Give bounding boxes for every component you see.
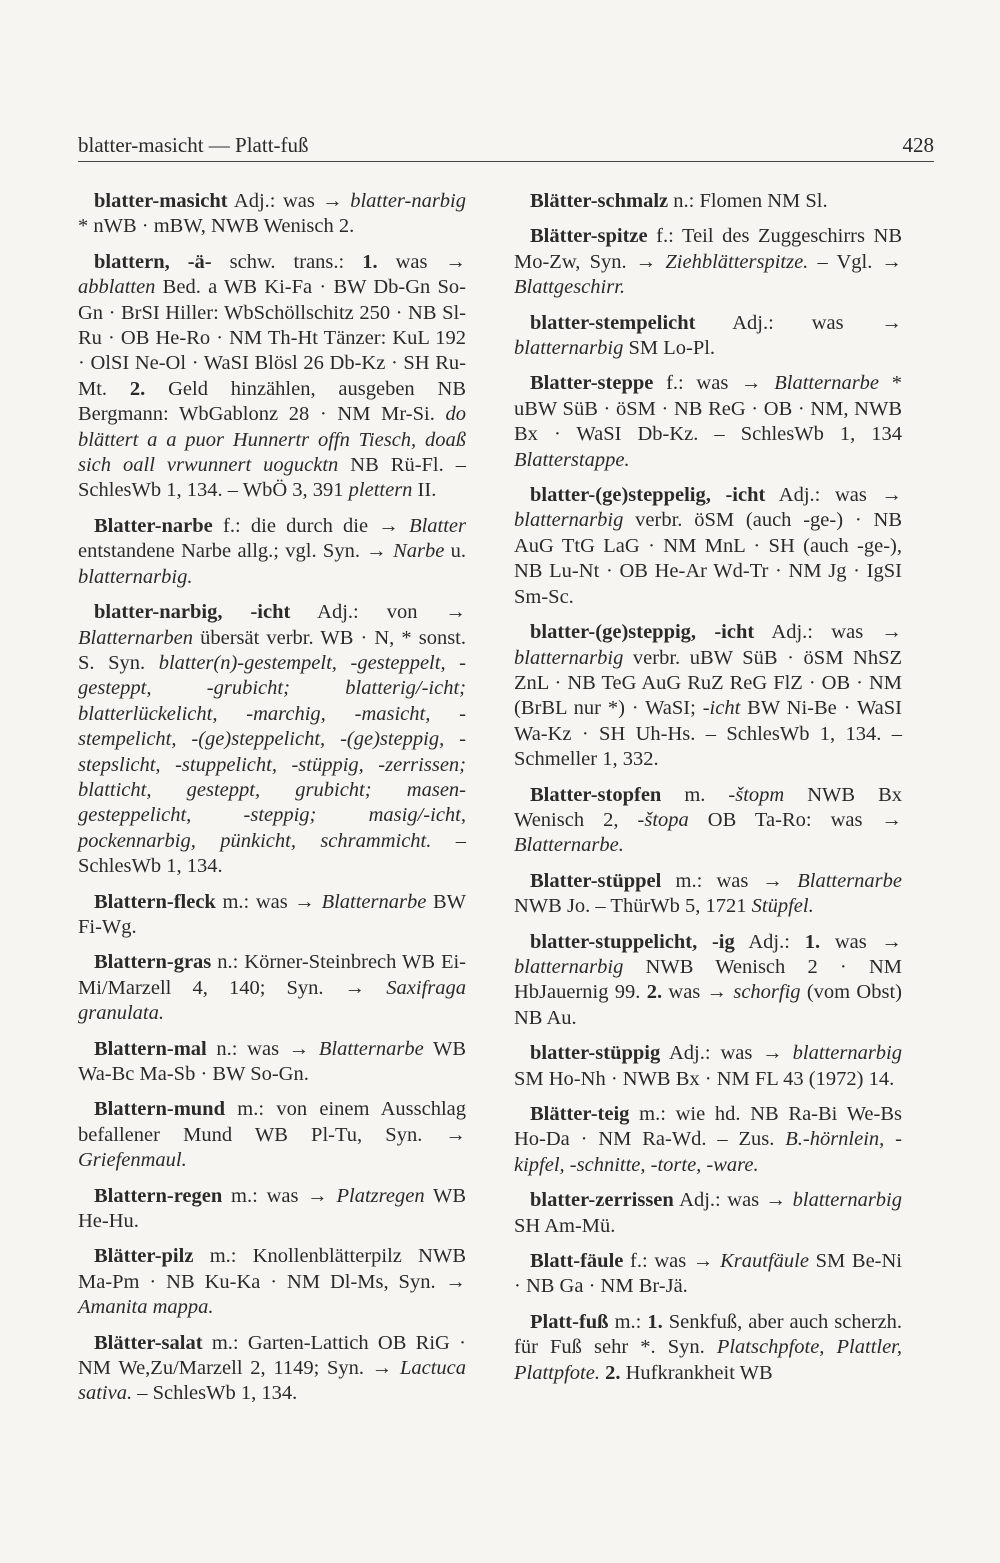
entry-text: – SchlesWb 1, 134.	[78, 829, 466, 878]
entry-headword: Blatter-narbe	[94, 514, 213, 537]
header-rule	[78, 161, 934, 162]
entry-text: m.: Garten-Lattich OB RiG · NM We,Zu/Marzell 2, 1149; Syn. →	[78, 1331, 466, 1380]
italic-text: blatternarbig.	[78, 565, 193, 588]
sense-number: 2.	[129, 377, 146, 400]
entry-text: Adj.: was →	[765, 484, 902, 507]
entry-headword: blattern, -ä-	[94, 250, 212, 273]
entry-text: NWB Jo. – ThürWb 5, 1721	[514, 895, 752, 918]
dictionary-entry	[78, 890, 466, 941]
italic-text: do blättert a a puor Hunnertr offn Tiesch, doaß sich oall vrwunnert uogucktn	[78, 403, 466, 477]
sense-number: 2.	[646, 981, 663, 1004]
entry-text: Adj.: was →	[695, 311, 902, 334]
entry-text: SH Am-Mü.	[514, 1214, 616, 1237]
entry-text: entstandene Narbe allg.; vgl. Syn. →	[78, 540, 394, 563]
italic-text: Stüpfel.	[751, 895, 814, 918]
entry-headword: Blätter-salat	[94, 1331, 203, 1354]
entry-text: f.: was →	[653, 372, 775, 395]
entry-text: SM Be-Ni · NB Ga · NM Br-Jä.	[514, 1250, 903, 1298]
italic-text: Saxifraga granulata.	[78, 976, 466, 1025]
entry-text: was →	[820, 930, 902, 953]
dictionary-entry	[514, 189, 902, 214]
entry-text: SM Lo-Pl.	[623, 337, 716, 360]
dictionary-entry	[514, 1249, 902, 1300]
italic-text: blatternarbig	[514, 509, 624, 532]
italic-text: Blatternarbe.	[514, 834, 624, 857]
entry-text: Adj.: was →	[660, 1042, 793, 1065]
dictionary-entry	[514, 311, 902, 362]
dictionary-entry	[514, 1102, 902, 1178]
sense-number: 1.	[362, 250, 378, 273]
entry-text: BW Fi-Wg.	[78, 890, 466, 938]
entry-text: f.: Teil des Zuggeschirrs NB Mo-Zw, Syn. →	[514, 225, 902, 273]
italic-text: -štopa	[637, 808, 689, 831]
dictionary-entry	[78, 600, 466, 879]
entry-headword: Blatt-fäule	[530, 1250, 624, 1273]
right-column	[514, 189, 902, 1396]
italic-text: B.-hörnlein, -kipfel, -schnitte, -torte, -ware.	[514, 1128, 902, 1176]
italic-text: -icht	[702, 697, 741, 720]
entry-text: – SchlesWb 1, 134.	[132, 1382, 298, 1405]
entry-headword: blatter-(ge)steppelig, -icht	[530, 484, 766, 507]
entry-text: m.: was →	[222, 1184, 337, 1207]
italic-text: blatter-narbig	[350, 190, 466, 212]
entry-text: Bed. a WB Ki-Fa · BW Db-Gn So-Gn · BrSI Hiller: WbSchöllschitz 250 · NB Sl-Ru · OB He-Ro · NM Th-Ht Tänzer: KuL 192 · OlSI Ne-Ol · WaSI Blösl 26 Db-Kz · SH Ru-Mt.	[78, 276, 466, 400]
italic-text: -štopm	[728, 783, 785, 806]
entry-text: NWB Wenisch 2 · NM HbJauernig 99.	[514, 955, 902, 1004]
entry-text: WB He-Hu.	[78, 1184, 466, 1233]
dictionary-entry	[78, 1184, 466, 1235]
entry-text: Adj.:	[734, 930, 805, 953]
sense-number: 2.	[605, 1361, 621, 1384]
dictionary-entry	[514, 224, 902, 300]
entry-text: m.: was →	[661, 869, 798, 892]
dictionary-entry	[514, 1041, 902, 1092]
italic-text: Lactuca sativa.	[78, 1357, 466, 1405]
dictionary-entry	[514, 620, 902, 772]
dictionary-entry	[78, 189, 466, 240]
dictionary-entry	[514, 371, 902, 473]
entry-text: verbr. öSM (auch -ge-) · NB AuG TtG LaG · NM MnL · SH (auch -ge-), NB Lu-Nt · OB He-Ar Wd-Tr · NM Jg · IgSI Sm-Sc.	[514, 509, 902, 608]
italic-text: blatternarbig	[514, 646, 624, 669]
running-head-title: blatter-masicht — Platt-fuß	[78, 133, 309, 157]
entry-text: OB Ta-Ro: was →	[688, 808, 902, 831]
italic-text: blatternarbig	[514, 337, 624, 360]
entry-text: verbr. uBW SüB · öSM NhSZ ZnL · NB TeG AuG RuZ ReG FlZ · OB · NM (BrBL nur *) · WaSI;	[514, 646, 902, 720]
entry-headword: Blattern-gras	[94, 951, 212, 974]
entry-text: Senkfuß, aber auch scherzh. für Fuß sehr *. Syn.	[514, 1310, 902, 1359]
entry-headword: Blattern-fleck	[94, 890, 216, 913]
dictionary-entry	[78, 514, 466, 590]
dictionary-entry	[514, 930, 902, 1032]
entry-text: Adj.: was →	[754, 621, 902, 644]
italic-text: Blattgeschirr.	[514, 276, 626, 299]
italic-text: Blatternarbe	[318, 1037, 424, 1060]
dictionary-entry	[514, 783, 902, 859]
italic-text: abblatten	[78, 276, 156, 299]
dictionary-entry	[78, 1097, 466, 1173]
entry-text: Hufkrankheit WB	[620, 1361, 773, 1384]
entry-headword: Blätter-pilz	[94, 1245, 194, 1268]
entry-headword: blatter-stempelicht	[530, 311, 696, 334]
entry-text: m.: Knollenblätterpilz NWB Ma-Pm · NB Ku-Ka · NM Dl-Ms, Syn. →	[78, 1245, 466, 1293]
dictionary-entry	[78, 1244, 466, 1320]
entry-headword: Blätter-schmalz	[530, 190, 669, 212]
entry-text: II.	[412, 479, 437, 502]
italic-text: Platzregen	[336, 1184, 425, 1207]
italic-text: Amanita mappa.	[78, 1296, 214, 1319]
entry-headword: blatter-(ge)steppig, -icht	[530, 621, 755, 644]
entry-text: m.: von einem Ausschlag befallener Mund WB Pl-Tu, Syn. →	[78, 1098, 466, 1146]
dictionary-entry	[78, 1331, 466, 1407]
entry-text: schw. trans.:	[211, 250, 363, 273]
italic-text: schorfig	[733, 981, 801, 1004]
entry-headword: Blatter-stopfen	[530, 783, 662, 806]
dictionary-entry	[78, 950, 466, 1026]
entry-headword: blatter-stüppig	[530, 1042, 661, 1065]
sense-number: 1.	[804, 930, 821, 953]
entry-text: f.: was →	[623, 1250, 721, 1273]
entry-text: n.: was →	[206, 1037, 319, 1060]
entry-text: NWB Bx Wenisch 2,	[514, 783, 902, 831]
dictionary-entry	[78, 250, 466, 504]
italic-text: Griefenmaul.	[78, 1149, 187, 1172]
italic-text: Blatternarbe	[774, 372, 880, 395]
italic-text: Krautfäule	[720, 1250, 809, 1273]
entry-text: m.: wie hd. NB Ra-Bi We-Bs Ho-Da · NM Ra-Wd. – Zus.	[514, 1103, 902, 1151]
entry-headword: Blattern-mal	[94, 1037, 207, 1060]
entry-headword: blatter-stuppelicht, -ig	[530, 930, 735, 953]
dictionary-entry	[514, 1310, 902, 1386]
italic-text: Blatterstappe.	[514, 448, 630, 471]
left-column	[78, 189, 466, 1417]
italic-text: Ziehblätterspitze.	[665, 250, 809, 273]
entry-text: m.: was →	[215, 890, 322, 913]
italic-text: Blatternarben	[78, 626, 194, 649]
italic-text: blatternarbig	[792, 1042, 902, 1065]
entry-text: * uBW SüB · öSM · NB ReG · OB · NM, NWB Bx · WaSI Db-Kz. – SchlesWb 1, 134	[514, 372, 903, 446]
entry-headword: Blätter-spitze	[530, 225, 648, 248]
entry-headword: Blätter-teig	[530, 1103, 630, 1125]
entry-text: was →	[662, 981, 734, 1004]
entry-headword: blatter-zerrissen	[530, 1189, 674, 1212]
dictionary-entry	[514, 1188, 902, 1239]
entry-text: SM Ho-Nh · NWB Bx · NM FL 43 (1972) 14.	[514, 1067, 895, 1090]
entry-text: BW Ni-Be · WaSI Wa-Kz · SH Uh-Hs. – SchlesWb 1, 134. – Schmeller 1, 332.	[514, 697, 902, 771]
entry-text: Adj.: was →	[673, 1189, 793, 1212]
entry-headword: Blattern-regen	[94, 1184, 223, 1207]
italic-text: Platschpfote, Plattler, Plattpfote.	[514, 1336, 903, 1384]
entry-text: f.: die durch die →	[212, 514, 410, 537]
italic-text: blatternarbig	[514, 955, 624, 978]
entry-text: * nWB · mBW, NWB Wenisch 2.	[78, 215, 355, 238]
entry-text: n.: Körner-Steinbrech WB Ei-Mi/Marzell 4, 140; Syn. →	[78, 951, 466, 999]
entry-text: Adj.: von →	[290, 601, 466, 624]
entry-text: u.	[444, 540, 466, 563]
entry-text: m.	[661, 783, 729, 806]
italic-text: Blatter	[409, 514, 466, 537]
dictionary-entry	[514, 869, 902, 920]
italic-text: blatternarbig	[792, 1189, 902, 1212]
italic-text: plettern	[348, 479, 413, 502]
entry-text: WB Wa-Bc Ma-Sb · BW So-Gn.	[78, 1037, 467, 1085]
entry-text: NB Rü-Fl. – SchlesWb 1, 134. – WbÖ 3, 391	[78, 454, 466, 502]
entry-text: Geld hinzählen, ausgeben NB Bergmann: WbGablonz 28 · NM Mr-Si.	[78, 377, 466, 426]
page-number: 428	[902, 133, 934, 157]
entry-text: (vom Obst) NB Au.	[514, 981, 902, 1029]
entry-text: m.:	[608, 1310, 648, 1333]
entry-headword: blatter-masicht	[94, 190, 228, 212]
entry-headword: blatter-narbig, -icht	[94, 601, 291, 624]
italic-text: Blatternarbe	[321, 890, 427, 913]
sense-number: 1.	[647, 1310, 663, 1333]
entry-text: Adj.: was →	[227, 190, 351, 212]
italic-text: Blatternarbe	[797, 869, 902, 892]
dictionary-entry	[514, 483, 902, 610]
entry-headword: Blatter-steppe	[530, 372, 654, 395]
entry-text: – Vgl. →	[808, 250, 902, 273]
entry-headword: Blatter-stüppel	[530, 869, 662, 892]
entry-headword: Blattern-mund	[94, 1098, 225, 1121]
entry-headword: Platt-fuß	[530, 1310, 609, 1333]
entry-text: übersät verbr. WB · N, * sonst. S. Syn.	[78, 626, 466, 674]
italic-text: blatter(n)-gestempelt, -gesteppelt, -gesteppt, -grubicht; blatterig/-icht; blatterlückelicht, -marchig, -masicht, -stempelicht, -(ge)steppelicht, -(ge)steppig, -stepslicht, -stuppelicht, -stüppig, -zerrissen; blatticht, gesteppt, grubicht; masen-gesteppelicht, -steppig; masig/-icht, pockennarbig, pünkicht, schrammicht.	[78, 651, 466, 852]
italic-text: Narbe	[393, 540, 445, 563]
entry-text: n.: Flomen NM Sl.	[668, 190, 828, 212]
entry-text: was →	[377, 250, 466, 273]
dictionary-entry	[78, 1037, 466, 1088]
